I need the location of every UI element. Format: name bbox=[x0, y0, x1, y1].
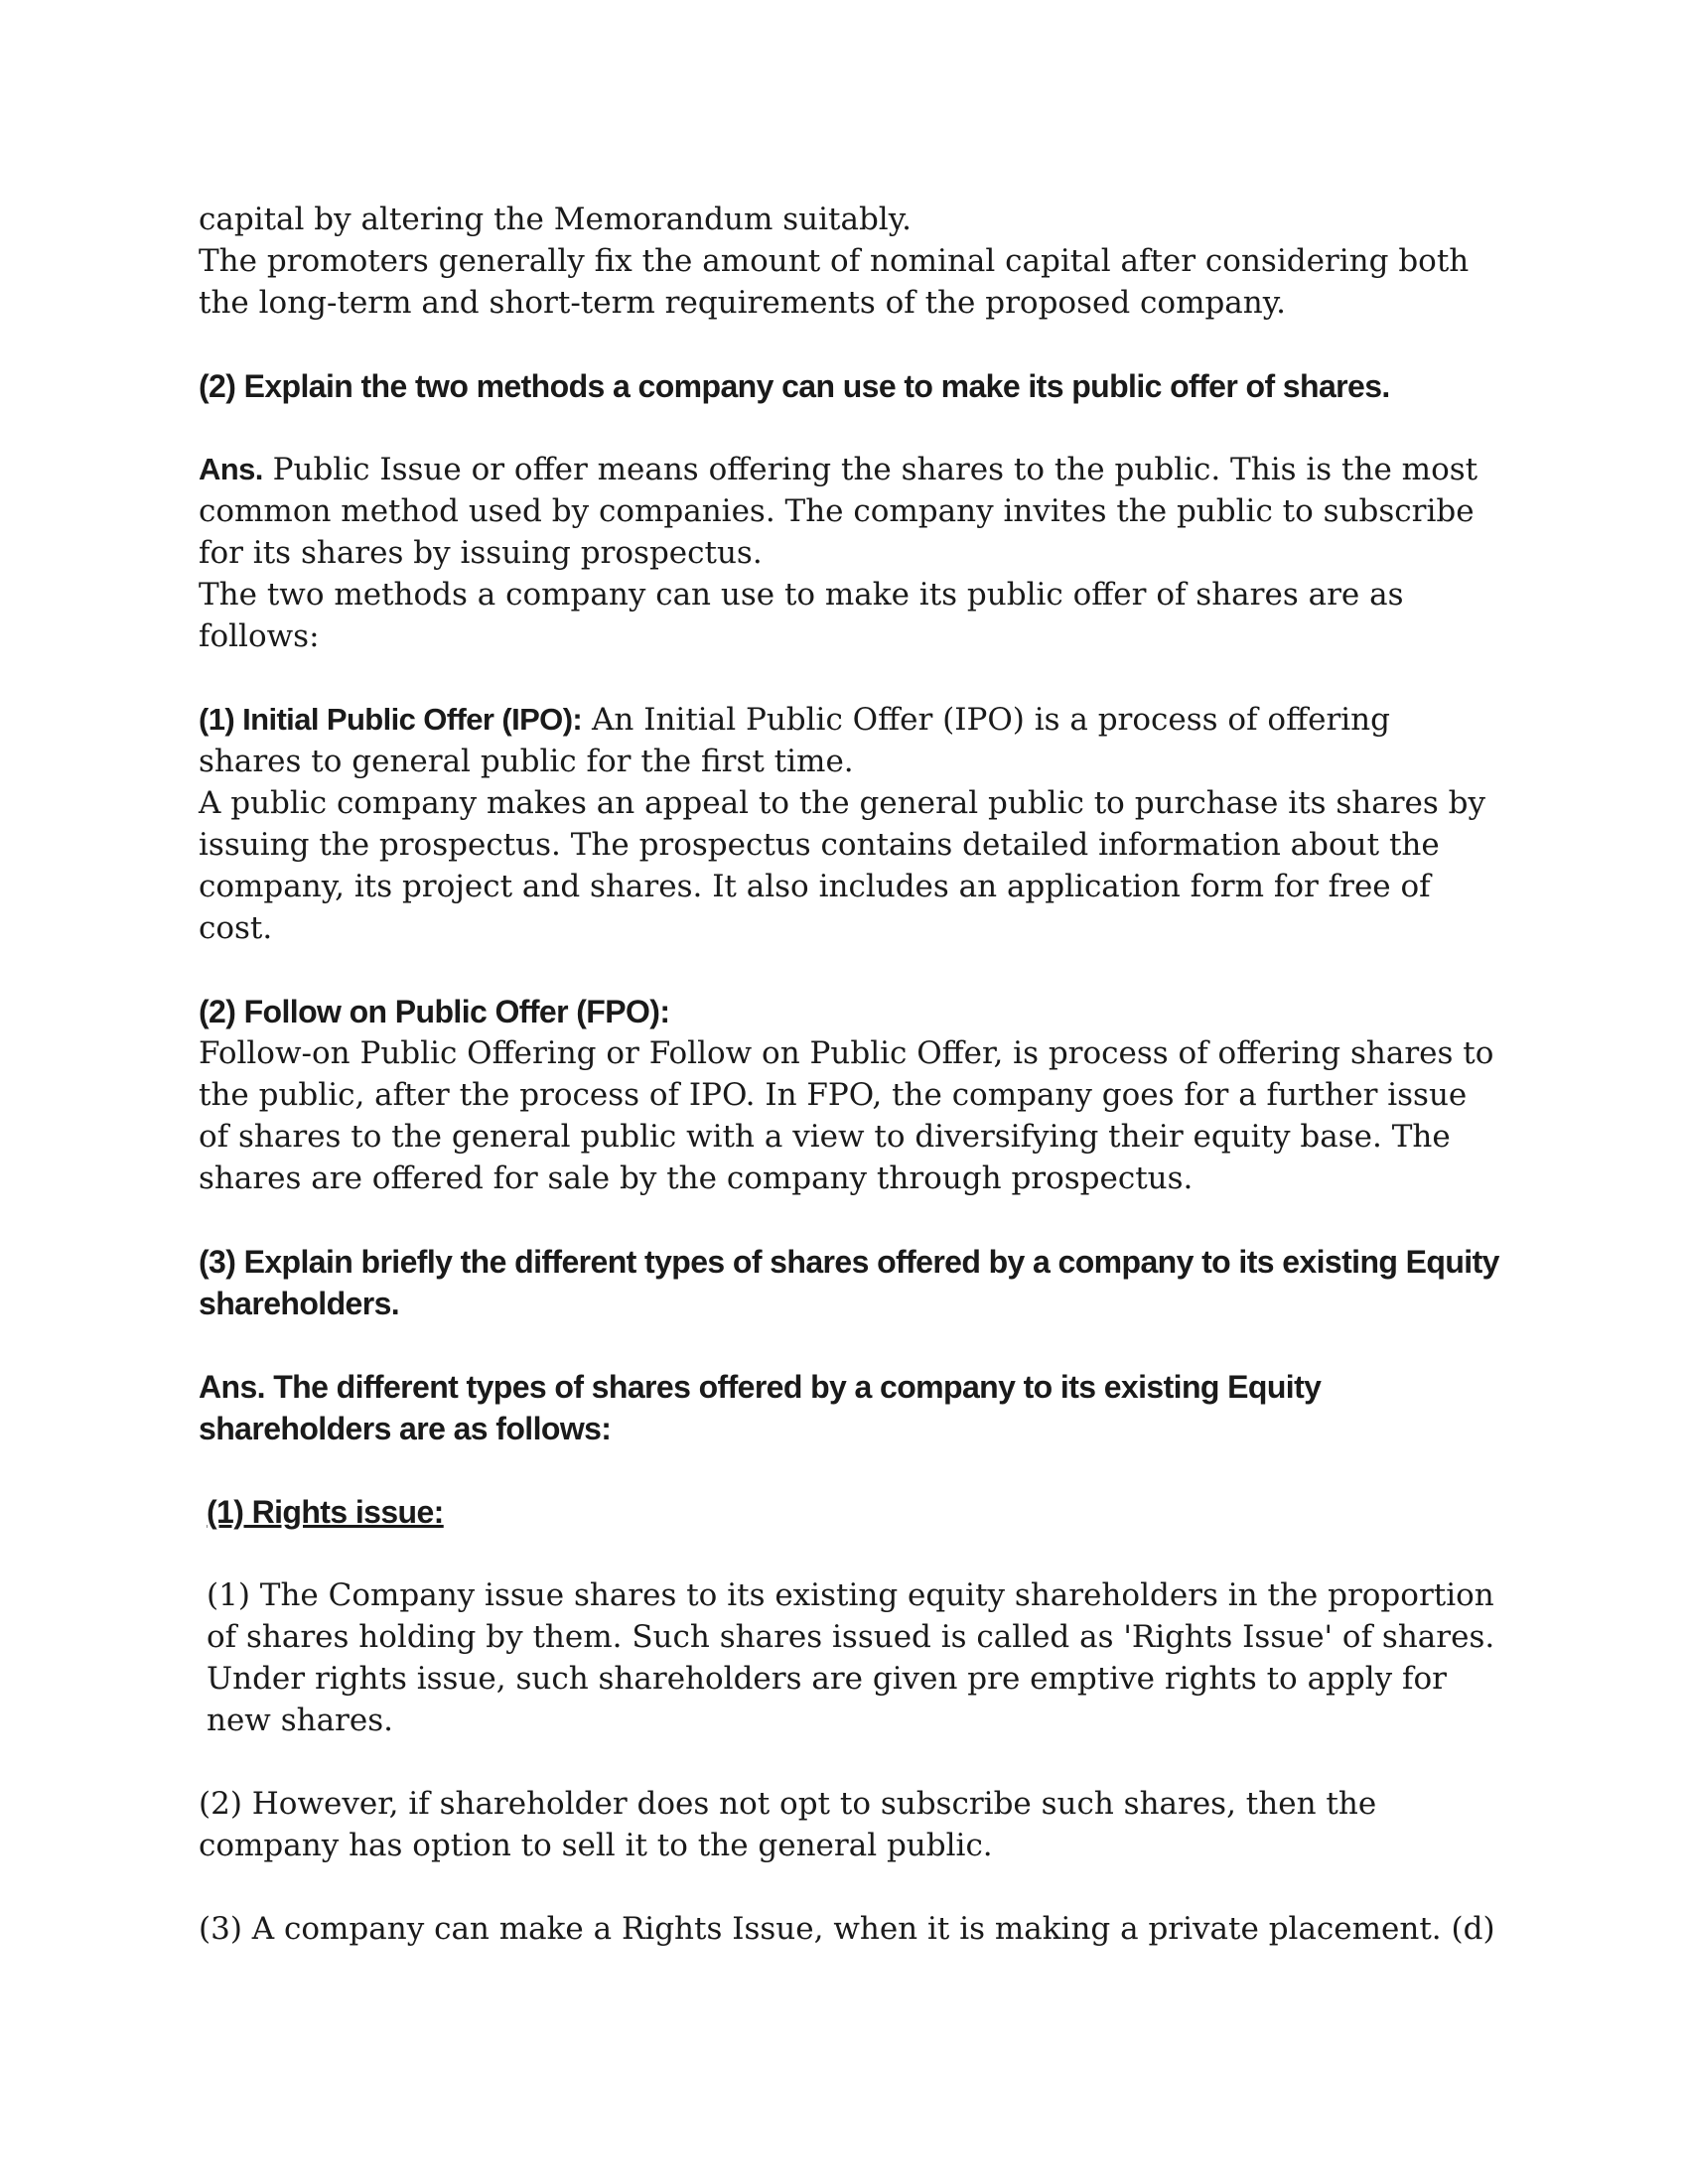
page-content bbox=[199, 199, 1499, 1950]
question-3-heading: (3) Explain briefly the different types of shares offered by a company to its existing Equity shareholders. bbox=[199, 1244, 1499, 1321]
question-2-answer-continued: The two methods a company can use to make its public offer of shares are as follows: bbox=[199, 577, 1404, 654]
rights-issue-heading bbox=[199, 1491, 1499, 1533]
question-2-heading: (2) Explain the two methods a company can use to make its public offer of shares. bbox=[199, 368, 1390, 404]
ipo-paragraph-continued: A public company makes an appeal to the general public to purchase its shares by issuing the prospectus. The prospectus contains detailed information about the company, its project and shares. It also includes an application form for free of cost. bbox=[199, 785, 1486, 946]
rights-point-2: (2) However, if shareholder does not opt to subscribe such shares, then the company has option to sell it to the general public. bbox=[199, 1786, 1377, 1863]
question-3-answer-heading: Ans. The different types of shares offered by a company to its existing Equity shareholders are as follows: bbox=[199, 1369, 1322, 1446]
fpo-paragraph: Follow-on Public Offering or Follow on Public Offer, is process of offering shares to the public, after the process of IPO. In FPO, the company goes for a further issue of shares to the general public with a view to diversifying their equity base. The shares are offered for sale by the company through prospectus. bbox=[199, 1035, 1494, 1196]
answer-label: Ans. bbox=[199, 452, 263, 486]
rights-point-3: (3) A company can make a Rights Issue, when it is making a private placement. (d) bbox=[199, 1911, 1495, 1947]
intro-line-2: The promoters generally fix the amount of nominal capital after considering both the long-term and short-term requirements of the proposed company. bbox=[199, 243, 1470, 321]
ipo-text: An Initial Public Offer (IPO) is a process of offering shares to general public for the first time. bbox=[199, 702, 1390, 779]
intro-line-1: capital by altering the Memorandum suitably. bbox=[199, 202, 912, 237]
ipo-label: (1) Initial Public Offer (IPO): bbox=[199, 702, 583, 737]
rights-issue-heading-text: (1) Rights issue: bbox=[207, 1494, 444, 1530]
answer-text: Public Issue or offer means offering the shares to the public. This is the most common method used by companies. The company invites the public to subscribe for its shares by issuing prospectus. bbox=[199, 452, 1478, 571]
ipo-paragraph bbox=[199, 699, 1499, 782]
rights-point-1: (1) The Company issue shares to its existing equity shareholders in the proportion of shares holding by them. Such shares issued is called as 'Rights Issue' of shares. Under rights issue, such shareholders are given pre emptive rights to apply for new shares. bbox=[207, 1577, 1495, 1738]
question-2-answer bbox=[199, 449, 1499, 574]
fpo-label: (2) Follow on Public Offer (FPO): bbox=[199, 994, 670, 1029]
